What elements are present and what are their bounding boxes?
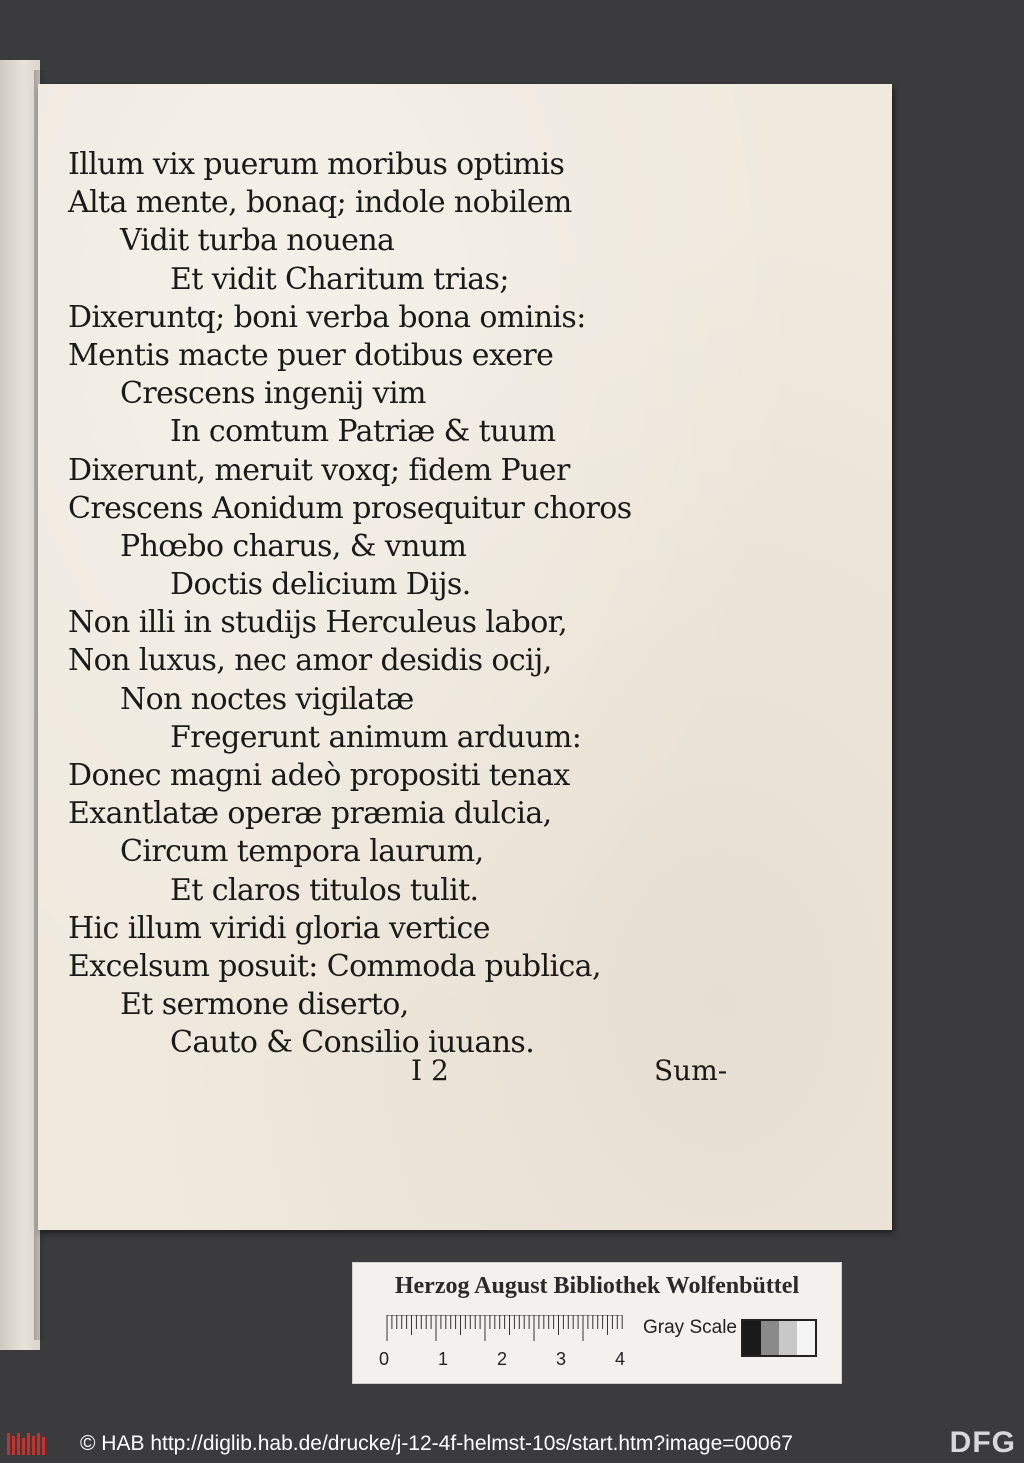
poem-line: Et sermone diserto, <box>120 987 409 1023</box>
hab-logo-icon <box>6 1431 48 1457</box>
reference-card <box>352 1262 842 1384</box>
poem-line: Non luxus, nec amor desidis ocij, <box>68 643 552 679</box>
footer-bar <box>0 1423 1024 1463</box>
poem-line: In comtum Patriæ & tuum <box>170 414 556 450</box>
dfg-logo: DFG <box>949 1426 1016 1459</box>
poem-text <box>68 146 768 1063</box>
gray-swatch-cell <box>797 1321 815 1355</box>
poem-line: Alta mente, bonaq; indole nobilem <box>68 185 572 221</box>
poem-line: Doctis delicium Dijs. <box>170 567 471 603</box>
poem-line: Donec magni adeò propositi tenax <box>68 758 570 793</box>
ruler-number: 1 <box>438 1349 449 1369</box>
poem-line: Excelsum posuit: Commoda publica, <box>68 948 601 984</box>
document-page <box>38 84 892 1230</box>
poem-line: Cauto & Consilio iuuans. <box>170 1025 535 1061</box>
poem-line: Mentis macte puer dotibus exere <box>68 337 554 373</box>
poem-line: Crescens ingenij vim <box>120 376 426 412</box>
poem-line: Circum tempora laurum, <box>120 834 484 870</box>
poem-line: Non noctes vigilatæ <box>120 681 414 717</box>
poem-line: Exantlatæ operæ præmia dulcia, <box>68 796 552 832</box>
poem-line: Dixerunt, meruit voxq; fidem Puer <box>68 452 570 488</box>
signature-mark: I 2 <box>411 1054 449 1087</box>
poem-line: Et vidit Charitum trias; <box>170 261 509 297</box>
poem-line: Fregerunt animum arduum: <box>170 719 582 755</box>
catchword: Sum- <box>654 1054 728 1087</box>
poem-line: Et claros titulos tulit. <box>170 872 479 908</box>
poem-line: Hic illum viridi gloria vertice <box>68 910 490 946</box>
ruler-number: 2 <box>497 1349 508 1369</box>
ruler-number: 4 <box>615 1349 626 1369</box>
poem-line: Dixeruntq; boni verba bona ominis: <box>68 299 586 335</box>
gray-swatch-cell <box>779 1321 797 1355</box>
poem-line: Illum vix puerum moribus optimis <box>68 147 565 182</box>
gray-scale-label: Gray Scale <box>643 1317 737 1338</box>
poem-line: Non illi in studijs Herculeus labor, <box>68 605 568 641</box>
ruler-number: 0 <box>379 1349 390 1369</box>
poem-line: Crescens Aonidum prosequitur choros <box>68 490 632 526</box>
card-title: Herzog August Bibliothek Wolfenbüttel <box>394 1273 800 1299</box>
gray-scale-swatch <box>741 1319 817 1357</box>
gray-swatch-cell <box>743 1321 761 1355</box>
gray-swatch-cell <box>761 1321 779 1355</box>
poem-line: Phœbo charus, & vnum <box>120 528 467 564</box>
copyright-url[interactable]: © HAB http://diglib.hab.de/drucke/j-12-4f-helmst-10s/start.htm?image=00067 <box>80 1432 793 1455</box>
ruler-icon <box>385 1315 625 1343</box>
ruler-number: 3 <box>556 1349 567 1369</box>
poem-line: Vidit turba nouena <box>120 223 395 259</box>
